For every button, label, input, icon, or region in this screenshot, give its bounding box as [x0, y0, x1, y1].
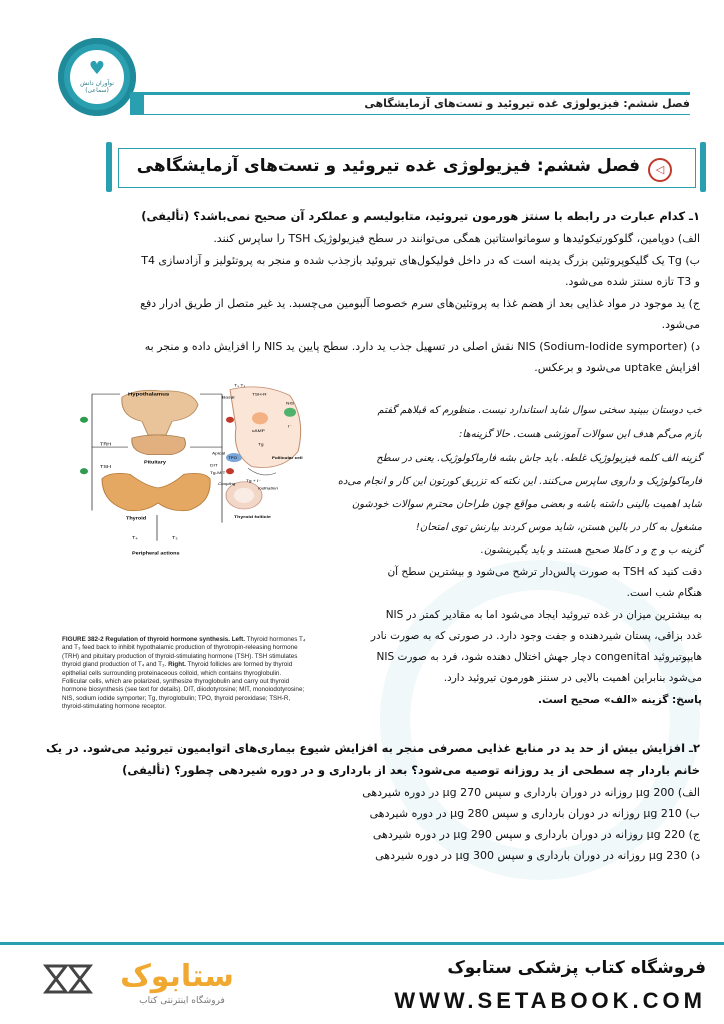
question-2-stem-cont: خانم باردار چه سطحی از ید روزانه توصیه می‌شود؟ بعد از بارداری و در دوره شیردهی چطور؟ (تألیفی) — [122, 763, 700, 777]
question-1-option-d-cont: افزایش uptake می‌شود و برعکس. — [534, 361, 700, 374]
label-thyroid-follicle: Thyroid follicle — [234, 514, 271, 519]
answer-1: پاسخ: گزینه «الف» صحیح است. — [537, 694, 702, 706]
label-tsh-r: TSH-R — [252, 392, 267, 397]
note-handwritten-3: گزینه الف کلمه فیزیولوژیک غلطه. باید جاش بشه فارماکولوژیک. یعنی در سطح — [376, 453, 702, 464]
label-t3: T₃ — [172, 536, 178, 541]
question-2-option-a: الف) μg 200 روزانه در دوران بارداری و سپس μg 270 در دوره شیردهی — [362, 786, 700, 799]
header-rule-bottom — [130, 114, 690, 115]
note-handwritten-4: فارماکولوژیک و داروی ساپرس می‌کنند. این نکته که تزریق کورتون این کار و انجام می‌ده — [337, 476, 702, 487]
chapter-icon: ◁ — [648, 158, 672, 182]
label-hypothalamus: Hypothalamus — [128, 392, 170, 398]
shop-name: فروشگاه کتاب پزشکی ستابوک — [447, 958, 706, 978]
label-tg-plus-i: Tg + I⁻ — [246, 478, 261, 483]
page-header — [0, 0, 724, 118]
thyroid-regulation-figure — [62, 382, 306, 636]
question-2-option-c: ج) μg 220 روزانه در دوران بارداری و سپس μg 290 در دوره شیردهی — [372, 828, 700, 841]
question-2-stem: ۲ـ افزایش بیش از حد ید در منابع غذایی مصرفی منجر به افزایش شیوع بیماری‌های اتوایمیون تیروئید می‌شود. در یک — [46, 741, 700, 755]
label-iodination: Iodination — [258, 485, 278, 491]
question-1-option-d: د) NIS (Sodium-Iodide symporter) نقش اصلی در تسهیل جذب ید دارد. سطح پایین ید NIS را افزایش داده و منجر به — [144, 340, 700, 353]
label-t4: T₄ — [132, 536, 138, 541]
label-iodide: I⁻ — [288, 423, 292, 429]
label-tpo: TPO — [228, 455, 238, 460]
header-rule — [130, 92, 690, 95]
note-nis-4: می‌شود بنابراین اهمیت بالایی در سنتز هورمون تیروئید دارد. — [443, 672, 702, 684]
note-nis-1: NIS به بیشترین میزان در غده تیروئید ایجاد می‌شود اما به مقادیر کمتر در — [385, 609, 702, 621]
caption-lead: FIGURE 382-2 Regulation of thyroid hormone synthesis. — [62, 636, 230, 643]
question-1-option-a: الف) دوپامین، گلوکورتیکوئیدها و سوماتواستاتین همگی می‌توانند در سطح فیزیولوژیک TSH را ساپرس کنند. — [213, 232, 700, 245]
note-handwritten-7: گزینه ب و ج و د کاملا صحیح هستند و باید یگیرینشون. — [480, 545, 702, 556]
label-t3t4-top: T₃ T₄ — [234, 383, 246, 388]
label-coupling: Coupling — [218, 481, 236, 486]
setabook-logo-word: ستابوک — [120, 959, 234, 994]
shop-url[interactable]: WWW.SETABOOK.COM — [394, 988, 706, 1013]
chapter-title: فصل ششم: فیزیولوژی غده تیروئید و تست‌های آزمایشگاهی — [136, 156, 640, 176]
label-tsh: TSH — [100, 465, 111, 470]
chapter-bar-right — [700, 142, 706, 192]
question-2-option-d: د) μg 230 روزانه در دوران بارداری و سپس μg 300 در دوره شیردهی — [375, 849, 700, 862]
note-handwritten-5: شاید اهمیت بالینی داشته باشه و بعضی مواقع چون طراحان محترم سوالات خودشون — [351, 499, 702, 510]
label-thyroid: Thyroid — [126, 517, 147, 522]
note-handwritten-1: خب دوستان ببینید سختی سوال شاید استاندارد نیست. منظورم که قبلاهم گفتم — [377, 405, 702, 416]
question-1-option-c-cont: می‌شود. — [661, 318, 700, 331]
setabook-logo-icon — [42, 962, 106, 996]
question-1-option-c: ج) ید موجود در مواد غذایی بعد از هضم غذا به پروتئین‌های سرم خصوصا آلبومین می‌چسبد. ید غیر متصل از طریق ادرار دفع — [140, 297, 700, 310]
caption-body-2: Thyroid follicles are formed by thyroid epithelial cells surrounding proteinaceous colloid, which contains thyroglobulin. Follicular cells, which are polarized, synthesize thyroglobulin and carry out thyroid hormone biosynthesis (see text for details). DIT, diiodotyrosine; MIT, monoiodotyrosine; NIS, sodium iodide symporter; Tg, thyroglobulin; TPO, thyroid peroxidase; TSH-R, thyroid-stimulating hormone receptor. — [62, 661, 305, 711]
note-tsh-1: دقت کنید که TSH به صورت پالس‌دار ترشح می‌شود و بیشترین سطح آن — [387, 566, 702, 578]
running-title: فصل ششم: فیزیولوژی غده تیروئید و تست‌های آزمایشگاهی — [364, 97, 690, 110]
logo-text-sub: (سماعی) — [85, 87, 109, 94]
label-camp: cAMP — [252, 428, 265, 433]
note-nis-2: غدد بزاقی، پستان شیردهنده و جفت وجود دارد. در صورتی که به صورت نادر — [370, 630, 702, 642]
label-follicular-cell: Follicular cell — [272, 455, 303, 460]
figure-caption — [62, 636, 306, 712]
caption-right-tag: Right. — [168, 661, 186, 669]
question-1-option-b: ب) Tg یک گلیکوپروتئین بزرگ یدینه است که در داخل فولیکول‌های تیروئید بازجذب شده و منجر به پروتئولیز و آزادسازی T4 — [141, 254, 700, 267]
publisher-logo-text — [74, 80, 120, 94]
question-1-stem: ۱ـ کدام عبارت در رابطه با سنتز هورمون تیروئید، متابولیسم و عملکرد آن صحیح نمی‌باشد؟ (تألیفی) — [141, 209, 700, 223]
label-tg-mit: Tg-MIT — [210, 470, 226, 476]
note-nis-3: NIS دچار جهش اختلال دهنده شود، فرد به صورت congenital هایپوتیروئید — [376, 651, 702, 663]
label-dit: DIT — [210, 463, 218, 468]
logo-text-main: نوآوران دانش — [80, 80, 114, 87]
caption-body-1: Thyroid hormones T₄ and T₃ feed back to inhibit hypothalamic production of thyrotropin-releasing hormone (TRH) and pituitary production of thyroid-stimulating hormone (TSH). TSH stimulates thyroid gland production of T₄ and T₃. — [62, 636, 306, 669]
label-apical: Apical — [212, 451, 226, 456]
chapter-bar-left — [106, 142, 112, 192]
label-nis: NIS — [286, 401, 295, 406]
note-handwritten-6: مشغول به کار در بالین هستن، شاید موس کردند بیارنش توی امتحان! — [415, 522, 702, 533]
question-1-option-b-cont: و T3 تازه سنتز شده می‌شود. — [564, 275, 700, 288]
note-tsh-2: هنگام شب است. — [626, 587, 702, 599]
label-pituitary: Pituitary — [144, 461, 166, 466]
label-basal: Basal — [222, 395, 235, 400]
label-tg: Tg — [258, 442, 264, 447]
caption-left-tag: Left. — [231, 636, 245, 643]
heart-icon: ♥ — [88, 58, 106, 79]
setabook-logo-sub: فروشگاه اینترنتی کتاب — [139, 996, 225, 1006]
label-trh: TRH — [100, 442, 112, 448]
note-handwritten-2: بازم می‌گم هدف این سوالات آموزشی هست. حالا گزینه‌ها: — [459, 429, 702, 440]
question-2-option-b: ب) μg 210 روزانه در دوران بارداری و سپس μg 280 در دوره شیردهی — [369, 807, 700, 820]
label-peripheral-actions: Peripheral actions — [132, 551, 180, 557]
